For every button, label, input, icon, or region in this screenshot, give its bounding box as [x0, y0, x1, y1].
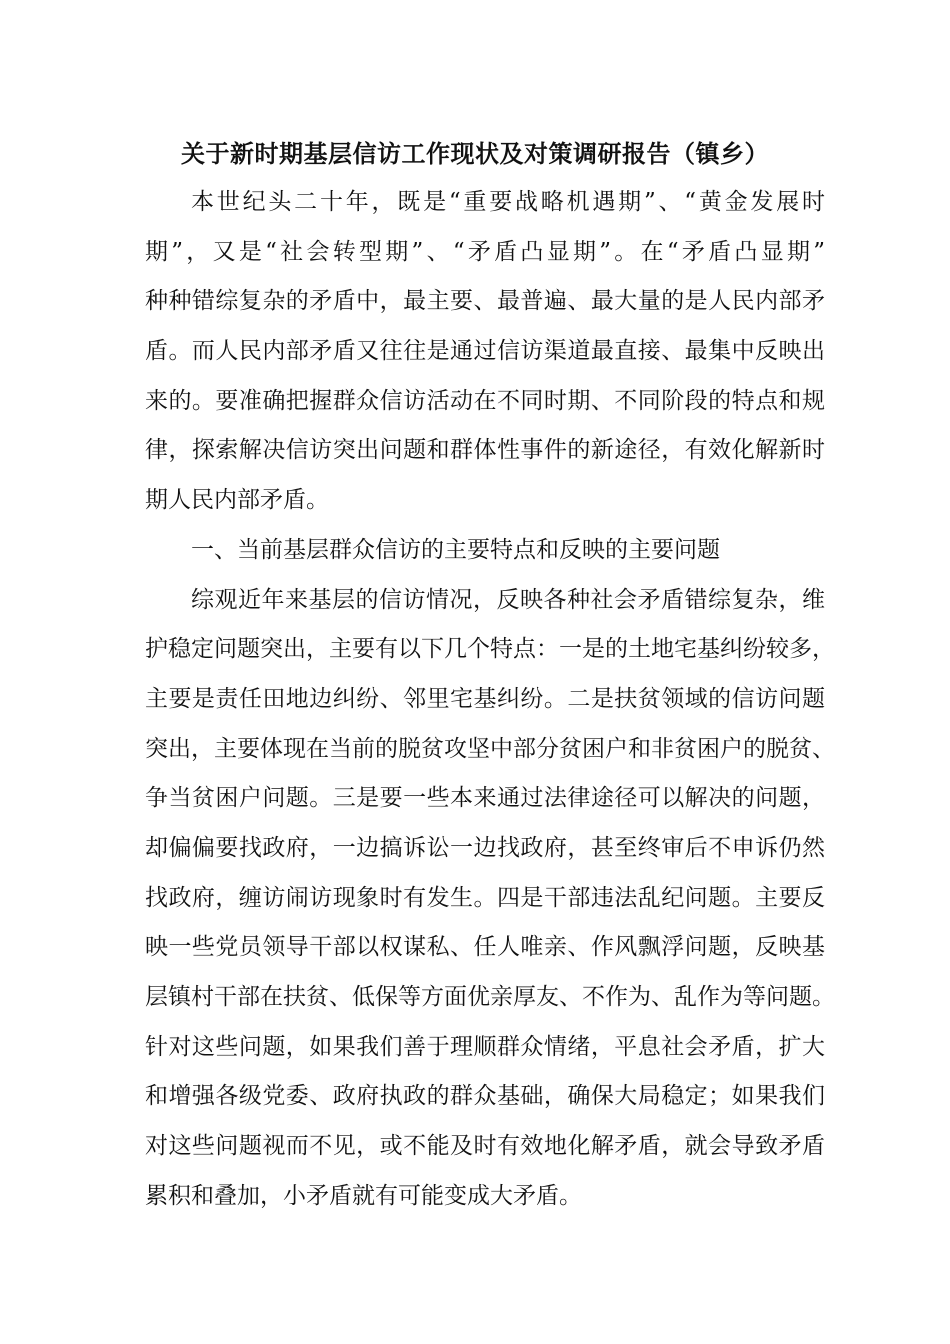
- paragraph-line: 期人民内部矛盾。: [145, 487, 329, 514]
- paragraph-line: 针对这些问题，如果我们善于理顺群众情绪，平息社会矛盾，扩大: [145, 1033, 825, 1060]
- paragraph-line: 累积和叠加，小矛盾就有可能变成大矛盾。: [145, 1182, 582, 1209]
- paragraph-line: 护稳定问题突出，主要有以下几个特点：一是的土地宅基纠纷较多，: [145, 636, 835, 663]
- document-body: [145, 178, 835, 1221]
- paragraph-line: 综观近年来基层的信访情况，反映各种社会矛盾错综复杂，维: [191, 586, 825, 613]
- section-heading-text: 一、当前基层群众信访的主要特点和反映的主要问题: [191, 536, 720, 563]
- paragraph-line: 主要是责任田地边纠纷、邻里宅基纠纷。二是扶贫领域的信访问题: [145, 685, 825, 712]
- paragraph-line: 突出，主要体现在当前的脱贫攻坚中部分贫困户和非贫困户的脱贫、: [145, 735, 835, 762]
- paragraph-line: 本世纪头二十年，既是“重要战略机遇期”、“黄金发展时: [191, 189, 825, 215]
- paragraph-line: 争当贫困户问题。三是要一些本来通过法律途径可以解决的问题，: [145, 785, 825, 812]
- paragraph-line: 律，探索解决信访突出问题和群体性事件的新途径，有效化解新时: [145, 437, 825, 464]
- paragraph-line: 盾。而人民内部矛盾又往往是通过信访渠道最直接、最集中反映出: [145, 338, 825, 365]
- paragraph-line: 期”，又是“社会转型期”、“矛盾凸显期”。在“矛盾凸显期”: [145, 238, 825, 265]
- document-title: 关于新时期基层信访工作现状及对策调研报告（镇乡）: [181, 139, 769, 168]
- paragraph-line: 层镇村干部在扶贫、低保等方面优亲厚友、不作为、乱作为等问题。: [145, 984, 835, 1010]
- paragraph-line: 种种错综复杂的矛盾中，最主要、最普遍、最大量的是人民内部矛: [145, 288, 825, 315]
- paragraph-line: 来的。要准确把握群众信访活动在不同时期、不同阶段的特点和规: [145, 387, 825, 414]
- paragraph-line: 对这些问题视而不见，或不能及时有效地化解矛盾，就会导致矛盾: [145, 1133, 825, 1160]
- section-heading: [145, 526, 825, 576]
- paragraph: [145, 178, 825, 526]
- paragraph-line: 映一些党员领导干部以权谋私、任人唯亲、作风飘浮问题，反映基: [145, 934, 825, 961]
- paragraph-line: 找政府，缠访闹访现象时有发生。四是干部违法乱纪问题。主要反: [145, 884, 825, 911]
- paragraph: [145, 576, 835, 1222]
- paragraph-line: 却偏偏要找政府，一边搞诉讼一边找政府，甚至终审后不申诉仍然: [145, 834, 825, 861]
- paragraph-line: 和增强各级党委、政府执政的群众基础，确保大局稳定；如果我们: [145, 1083, 825, 1110]
